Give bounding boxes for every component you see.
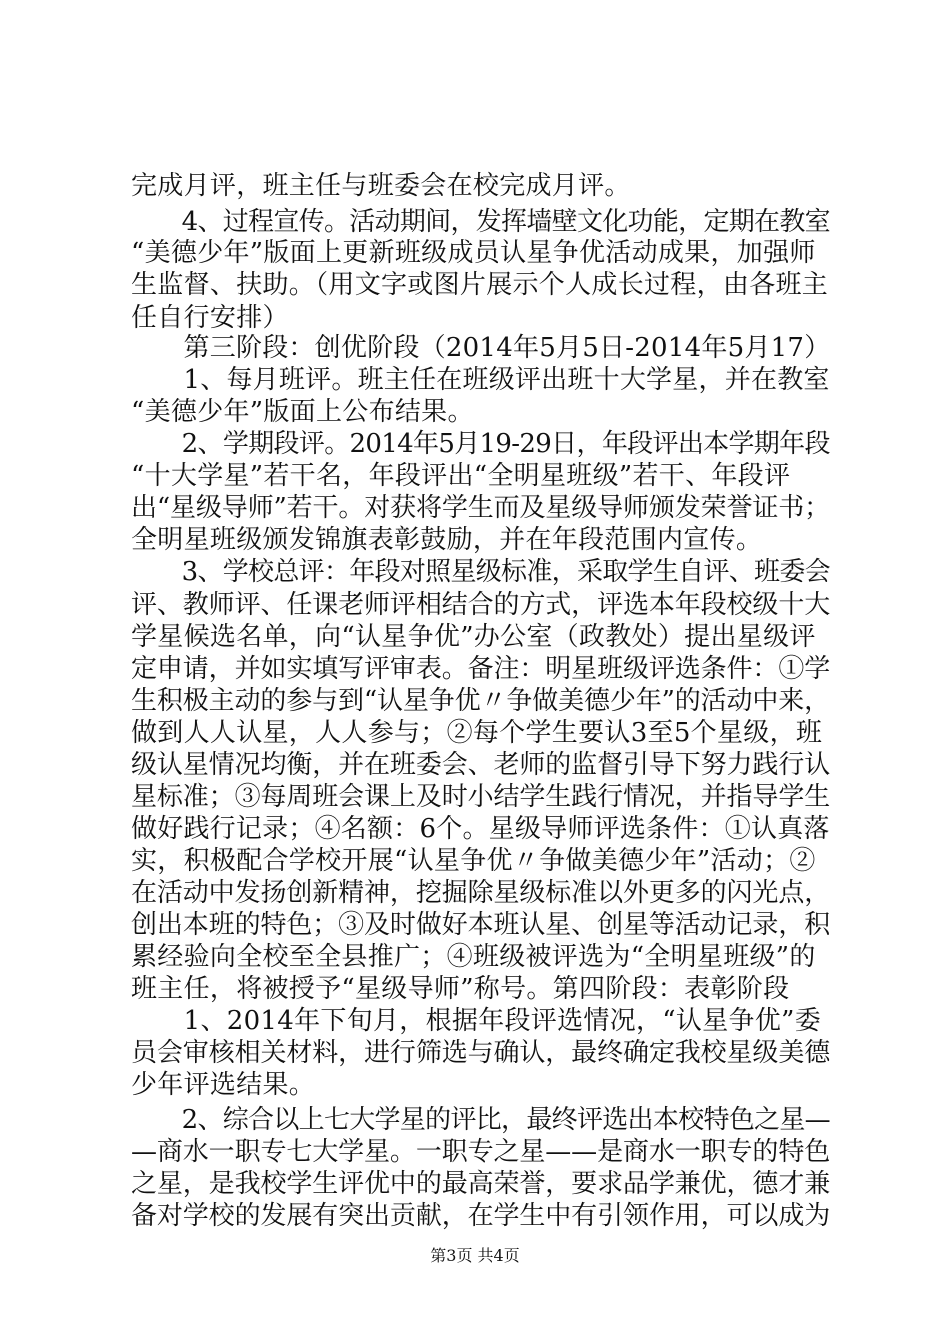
text-line: 实，积极配合学校开展“认星争优〃争做美德少年”活动；② <box>131 846 816 876</box>
text-line: 做到人人认星，人人参与；②每个学生要认3至5个星级，班 <box>131 718 823 748</box>
text-line: 第三阶段：创优阶段（2014年5月5日-2014年5月17） <box>131 333 831 363</box>
text-line: 备对学校的发展有突出贡献，在学生中有引领作用，可以成为 <box>131 1201 831 1231</box>
text-line: 1、每月班评。班主任在班级评出班十大学星，并在教室 <box>131 365 830 395</box>
text-line: 3、学校总评：年段对照星级标准，采取学生自评、班委会 <box>131 557 830 587</box>
text-line: 定申请，并如实填写评审表。备注：明星班级评选条件：①学 <box>131 654 831 684</box>
text-line: 1、2014年下旬月，根据年段评选情况，“认星争优”委 <box>131 1006 821 1036</box>
text-line: 全明星班级颁发锦旗表彰鼓励，并在年段范围内宣传。 <box>131 525 763 555</box>
text-line: 生积极主动的参与到“认星争优〃争做美德少年”的活动中来， <box>131 686 830 716</box>
text-line: “美德少年”版面上公布结果。 <box>131 397 474 427</box>
text-line: 任自行安排） <box>131 303 289 333</box>
text-line: 员会审核相关材料，进行筛选与确认，最终确定我校星级美德 <box>131 1038 831 1068</box>
text-line: 班主任，将被授予“星级导师”称号。第四阶段：表彰阶段 <box>131 974 790 1004</box>
text-line: 创出本班的特色；③及时做好本班认星、创星等活动记录，积 <box>131 910 831 940</box>
text-line: 完成月评，班主任与班委会在校完成月评。 <box>131 171 631 201</box>
text-line: 评、教师评、任课老师评相结合的方式，评选本年段校级十大 <box>131 590 831 620</box>
text-line: 2、学期段评。2014年5月19-29日，年段评出本学期年段 <box>131 429 830 459</box>
text-line: 在活动中发扬创新精神，挖掘除星级标准以外更多的闪光点， <box>131 878 831 908</box>
text-line: 星标准；③每周班会课上及时小结学生践行情况，并指导学生 <box>131 782 831 812</box>
text-line: —商水一职专七大学星。一职专之星——是商水一职专的特色 <box>131 1137 831 1167</box>
page-footer: 第3页 共4页 <box>430 1246 520 1265</box>
text-line: 出“星级导师”若干。对获将学生而及星级导师颁发荣誉证书； <box>131 493 830 523</box>
text-line: 4、过程宣传。活动期间，发挥墙壁文化功能，定期在教室 <box>131 207 830 237</box>
text-line: “十大学星”若干名，年段评出“全明星班级”若干、年段评 <box>131 461 791 491</box>
text-line: 做好践行记录；④名额：6个。星级导师评选条件：①认真落 <box>131 814 830 844</box>
text-line: 生监督、扶助。（用文字或图片展示个人成长过程，由各班主 <box>131 270 829 300</box>
text-line: “美德少年”版面上更新班级成员认星争优活动成果，加强师 <box>131 238 816 268</box>
text-line: 级认星情况均衡，并在班委会、老师的监督引导下努力践行认 <box>131 750 831 780</box>
text-line: 之星，是我校学生评优中的最高荣誉，要求品学兼优，德才兼 <box>131 1169 831 1199</box>
text-line: 累经验向全校至全县推广；④班级被评选为“全明星班级”的 <box>131 942 816 972</box>
text-line: 少年评选结果。 <box>131 1070 316 1100</box>
text-line: 学星候选名单，向“认星争优”办公室（政教处）提出星级评 <box>131 622 816 652</box>
text-line: 2、综合以上七大学星的评比，最终评选出本校特色之星— <box>131 1105 830 1135</box>
